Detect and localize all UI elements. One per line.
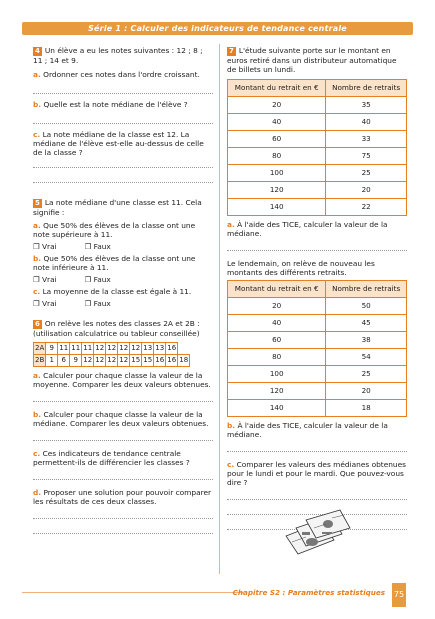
ex6-question-c: c. Ces indicateurs de tendance centrale permettent-ils de différencier les classes ? (33, 449, 190, 468)
answer-line[interactable] (227, 499, 407, 500)
ex4-question-a: a. Ordonner ces notes dans l'ordre croissant. (33, 70, 200, 80)
ex5-choices-b (33, 275, 213, 284)
table-cell: 45 (326, 315, 407, 332)
table-cell: 12 (82, 355, 94, 367)
ex5-statement: 5 La note médiane d'une classe est 11. Cela signifie : (33, 198, 202, 217)
series-header (22, 22, 413, 35)
ex7-question-b: b. À l'aide des TICE, calculer la valeur de la médiane. (227, 421, 388, 440)
table-row (228, 131, 407, 148)
ex6-statement: 6 On relève les notes des classes 2A et 2B : (utilisation calculatrice ou tableur conseillée) (33, 319, 200, 338)
table-cell: 1 (46, 355, 58, 367)
grades-table (33, 342, 190, 367)
checkbox-vrai[interactable]: ❐ Vrai (33, 275, 57, 285)
table-cell: 33 (326, 131, 407, 148)
ex5-choices-a (33, 242, 213, 251)
table-cell: 120 (228, 383, 326, 400)
ex6-question-a: a. Calculer pour chaque classe la valeur de la moyenne. Comparer les deux valeurs obtenues. (33, 371, 211, 390)
answer-line[interactable] (33, 518, 213, 519)
table-header: Nombre de retraits (326, 80, 407, 97)
table-row (228, 199, 407, 216)
table-cell: 12 (106, 343, 118, 355)
table-cell: 12 (118, 355, 130, 367)
table-header: Nombre de retraits (326, 281, 407, 298)
table-header-row (228, 80, 407, 97)
table-cell: 40 (326, 114, 407, 131)
answer-line[interactable] (227, 451, 407, 452)
answer-line[interactable] (33, 123, 213, 124)
table-header: Montant du retrait en € (228, 80, 326, 97)
table-cell: 16 (154, 355, 166, 367)
table-header-row (228, 281, 407, 298)
table-cell: 60 (228, 332, 326, 349)
table-row (228, 400, 407, 417)
table-cell: 100 (228, 165, 326, 182)
checkbox-faux[interactable]: ❐ Faux (84, 275, 111, 285)
table-cell: 22 (326, 199, 407, 216)
table-row (228, 148, 407, 165)
ex7-second-day-text: Le lendemain, on relève de nouveau les montants des différents retraits. (227, 259, 375, 278)
footer-rule (22, 592, 244, 593)
table-cell: 11 (58, 343, 70, 355)
table-cell: 25 (326, 366, 407, 383)
table-cell: 54 (326, 349, 407, 366)
answer-line[interactable] (33, 533, 213, 534)
chapter-title: Chapitre S2 : Paramètres statistiques (232, 588, 385, 597)
table-cell: 15 (142, 355, 154, 367)
table-cell: 18 (326, 400, 407, 417)
table-cell: 12 (94, 355, 106, 367)
table-row-2b (34, 355, 190, 367)
table-row (228, 349, 407, 366)
table-cell: 20 (228, 97, 326, 114)
table-cell: 6 (58, 355, 70, 367)
table-row (228, 332, 407, 349)
checkbox-faux[interactable]: ❐ Faux (84, 299, 111, 309)
table-cell: 25 (326, 165, 407, 182)
ex6-question-b: b. Calculer pour chaque classe la valeur de la médiane. Comparer les deux valeurs obtenues. (33, 410, 209, 429)
table-row-2a (34, 343, 190, 355)
table-cell: 15 (130, 355, 142, 367)
table-cell: 40 (228, 315, 326, 332)
table-cell: 80 (228, 148, 326, 165)
table-cell: 80 (228, 349, 326, 366)
table-cell: 50 (326, 298, 407, 315)
table-row (228, 298, 407, 315)
table-row (228, 114, 407, 131)
checkbox-faux[interactable]: ❐ Faux (84, 242, 111, 252)
table-cell: 18 (178, 355, 190, 367)
answer-line[interactable] (227, 250, 407, 251)
table-cell: 12 (106, 355, 118, 367)
table-cell: 13 (154, 343, 166, 355)
table-row (228, 366, 407, 383)
answer-line[interactable] (33, 182, 213, 183)
table-cell: 20 (326, 182, 407, 199)
checkbox-vrai[interactable]: ❐ Vrai (33, 299, 57, 309)
series-title: Série 1 : Calculer des indicateurs de tendance centrale (88, 24, 347, 33)
ex6-question-d: d. Proposer une solution pour pouvoir comparer les résultats de ces deux classes. (33, 488, 212, 507)
table-cell: 11 (82, 343, 94, 355)
table-row (228, 97, 407, 114)
table-cell: 120 (228, 182, 326, 199)
exercise-7 (227, 46, 407, 530)
table-cell: 20 (326, 383, 407, 400)
table-cell: 16 (166, 355, 178, 367)
table-row (228, 315, 407, 332)
table-cell: 140 (228, 199, 326, 216)
withdrawals-table-monday (227, 79, 407, 216)
exercise-6 (33, 319, 213, 534)
checkbox-vrai[interactable]: ❐ Vrai (33, 242, 57, 252)
column-divider (219, 44, 220, 574)
table-cell: 2A (34, 343, 46, 355)
page-number: 75 (392, 583, 406, 607)
ex7-question-c: c. Comparer les valeurs des médianes obtenues pour le lundi et pour le mardi. Que pouvez-vous dire ? (227, 460, 407, 488)
answer-line[interactable] (33, 440, 213, 441)
ex4-statement: 4 Un élève a eu les notes suivantes : 12 ; 8 ; 11 ; 14 et 9. (33, 46, 203, 65)
ex5-choices-c (33, 299, 213, 308)
answer-line[interactable] (33, 401, 213, 402)
ex4-question-b: b. Quelle est la note médiane de l'élève ? (33, 100, 188, 110)
table-row (228, 383, 407, 400)
table-cell: 16 (166, 343, 178, 355)
answer-line[interactable] (33, 167, 213, 168)
table-row (228, 165, 407, 182)
withdrawals-table-tuesday (227, 280, 407, 417)
table-cell: 9 (46, 343, 58, 355)
table-cell: 11 (70, 343, 82, 355)
table-cell: 60 (228, 131, 326, 148)
exercise-5 (33, 198, 213, 308)
ex4-question-c: c. La note médiane de la classe est 12. La médiane de l'élève est-elle au-dessus de celle de la classe ? (33, 130, 204, 158)
table-cell: 9 (70, 355, 82, 367)
table-cell: 75 (326, 148, 407, 165)
banknotes-illustration (282, 506, 354, 560)
exercise-4 (33, 46, 213, 183)
table-cell: 40 (228, 114, 326, 131)
table-cell: 2B (34, 355, 46, 367)
table-cell: 100 (228, 366, 326, 383)
table-cell: 140 (228, 400, 326, 417)
table-cell: 12 (118, 343, 130, 355)
table-row (228, 182, 407, 199)
ex5-question-c: c. La moyenne de la classe est égale à 11. (33, 287, 192, 297)
table-cell: 13 (142, 343, 154, 355)
answer-line[interactable] (33, 93, 213, 94)
ex7-question-a: a. À l'aide des TICE, calculer la valeur de la médiane. (227, 220, 388, 239)
table-cell: 20 (228, 298, 326, 315)
answer-line[interactable] (33, 479, 213, 480)
table-cell: 12 (130, 343, 142, 355)
ex7-statement: 7 L'étude suivante porte sur le montant en euros retiré dans un distributeur automatique de billets un lundi. (227, 46, 397, 75)
table-cell: 12 (94, 343, 106, 355)
table-header: Montant du retrait en € (228, 281, 326, 298)
ex5-question-b: b. Que 50% des élèves de la classe ont une note inférieure à 11. (33, 254, 196, 273)
table-cell: 35 (326, 97, 407, 114)
table-cell: 38 (326, 332, 407, 349)
ex5-question-a: a. Que 50% des élèves de la classe ont une note supérieure à 11. (33, 221, 196, 240)
